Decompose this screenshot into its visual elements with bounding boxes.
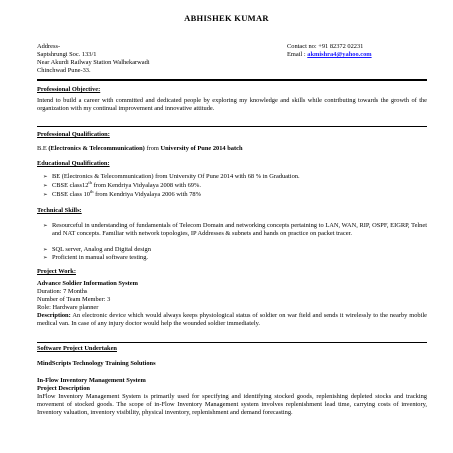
objective-text: Intend to build a career with committed and dedicated people by exploring my knowledge and skills while contributing towards the growth of the organization with my continual improvement and innovative attitude.	[37, 97, 427, 112]
project-heading: Project Work:	[37, 268, 76, 275]
qualification-university: University of Pune 2014 batch	[160, 145, 243, 152]
software-system: In-Flow Inventory Management System	[37, 377, 146, 384]
qualification-line	[37, 145, 243, 153]
objective-divider	[37, 126, 427, 127]
project-team: Number of Team Member: 3	[37, 296, 111, 303]
software-heading: Software Project Undertaken	[37, 345, 117, 352]
project-duration: Duration: 7 Months	[37, 288, 88, 295]
education-item-text: from Kendriya Vidyalaya 2006 with 78%	[93, 191, 201, 198]
address-line-2: Near Akurdi Railway Station Walhekarwadi	[37, 59, 150, 66]
education-item-text: BE (Electronics & Telecommunication) from University Of Pune 2014 with 68 % in Graduation.	[52, 173, 300, 180]
software-description-text: InFlow Inventory Management System is primarily used for specifying and identifying stocked goods, replenishing depleted stocks and tracking movement of stocked goods. The scope of in-Flow Inventory Management system involves replenishment lead time, carrying costs of inventory, Inventory valuation, inventory visibility, physical inventory, replenishment and demand forecasting.	[37, 393, 427, 416]
header-divider	[37, 79, 427, 81]
arrow-bullet-icon: ➢	[43, 174, 48, 180]
arrow-bullet-icon: ➢	[43, 247, 48, 253]
email-label: Email :	[287, 51, 306, 58]
email-link[interactable]: akmishra4@yahoo.com	[307, 51, 372, 58]
arrow-bullet-icon: ➢	[43, 183, 48, 189]
education-item	[43, 179, 201, 190]
candidate-name: ABHISHEK KUMAR	[184, 13, 269, 23]
education-item-text: from Kendriya Vidyalaya 2008 with 69%.	[91, 182, 201, 189]
education-heading: Educational Qualification:	[37, 160, 110, 167]
education-item	[43, 173, 300, 181]
project-description-label: Description:	[37, 312, 71, 319]
qualification-prefix: B.E	[37, 145, 47, 152]
project-description-text: An electronic device which would always keeps physiological status of soldier on war field and sends it wirelessly to the nearby mobile medical van. In case of any injury doctor would help the wounded soldier immediately.	[37, 312, 427, 327]
arrow-bullet-icon: ➢	[43, 223, 48, 229]
skills-item-text: Resourceful in understanding of fundamentals of Telecom Domain and networking concepts pertaining to LAN, WAN, RIP, OSPF, EIGRP, Telnet and NAT concepts. Familiar with network topologies, IP Addresses & subnets and hands on practice on packet tracer.	[52, 222, 427, 237]
address-label: Address-	[37, 43, 61, 50]
education-item-text: CBSE class12	[52, 182, 89, 189]
objective-heading: Professional Objective:	[37, 86, 101, 93]
address-line-3: Chinchwad Pune-33.	[37, 67, 91, 74]
software-organisation: MindScripts Technology Training Solutions	[37, 360, 156, 367]
skills-item-text: Proficient in manual software testing.	[52, 254, 149, 261]
arrow-bullet-icon: ➢	[43, 192, 48, 198]
project-description	[37, 312, 427, 328]
skills-item	[43, 254, 148, 262]
education-item-text: CBSE class 10	[52, 191, 90, 198]
skills-item-text: SQL server, Analog and Digital design	[52, 246, 151, 253]
arrow-bullet-icon: ➢	[43, 255, 48, 261]
education-item	[43, 188, 201, 199]
project-divider	[37, 342, 427, 343]
qualification-degree: (Electronics & Telecommunication)	[48, 145, 145, 152]
contact-number: Contact no: +91 82372 02231	[287, 43, 364, 50]
address-line-1: Saptshrungi Soc. 133/1	[37, 51, 97, 58]
qualification-from: from	[146, 145, 159, 152]
qualification-heading: Professional Qualification:	[37, 131, 110, 138]
skills-item	[43, 246, 151, 254]
project-title: Advance Soldier Information System	[37, 280, 138, 287]
skills-heading: Technical Skills:	[37, 207, 82, 214]
software-description-heading: Project Description	[37, 385, 90, 392]
email-row	[287, 51, 372, 59]
ordinal-suffix: th	[90, 188, 94, 194]
ordinal-suffix: th	[88, 179, 92, 185]
skills-item	[43, 222, 52, 230]
project-role: Role: Hardware planner	[37, 304, 99, 311]
